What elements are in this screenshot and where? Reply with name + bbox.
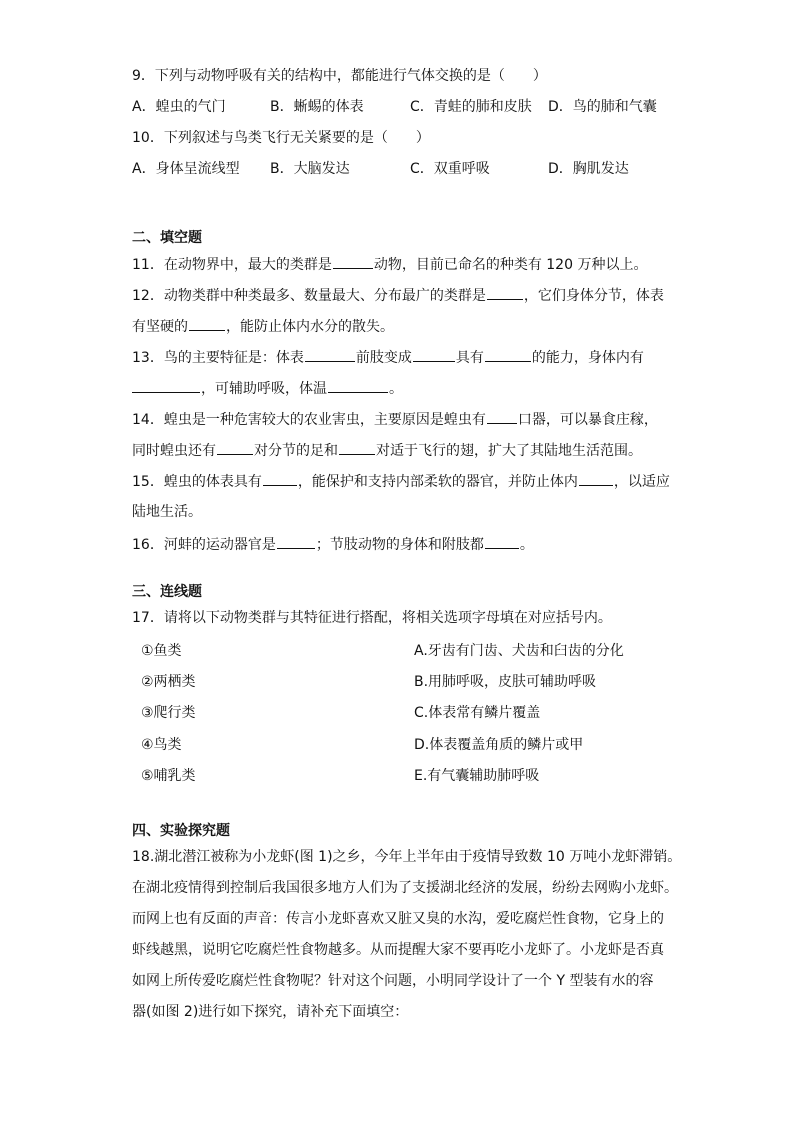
answer-blank bbox=[413, 347, 455, 362]
answer-blank bbox=[485, 534, 519, 549]
q14-text-4: 对分节的足和 bbox=[254, 443, 338, 459]
q12-text-3: 有坚硬的 bbox=[132, 319, 188, 335]
question-18-line: 而网上也有反面的声音：传言小龙虾喜欢又脏又臭的水沟，爱吃腐烂性食物，它身上的 bbox=[132, 911, 664, 927]
q16-text-2: ；节肢动物的身体和附肢都 bbox=[315, 537, 484, 553]
answer-blank bbox=[339, 440, 375, 455]
q11-text-2: 动物，目前已命名的种类有 120 万种以上。 bbox=[373, 257, 648, 273]
section-title-fill-in: 二、填空题 bbox=[132, 230, 202, 246]
match-left-item: ④鸟类 bbox=[141, 737, 182, 753]
answer-blank bbox=[132, 378, 200, 393]
section-title-experiment: 四、实验探究题 bbox=[132, 823, 230, 839]
option-a: A．身体呈流线型 bbox=[132, 161, 240, 177]
q13-text-2: 前肢变成 bbox=[355, 350, 412, 366]
question-9-stem: 9．下列与动物呼吸有关的结构中，都能进行气体交换的是（ ） bbox=[132, 68, 547, 84]
question-12-line-1 bbox=[132, 285, 664, 306]
q14-text-5: 对适于飞行的翅，扩大了其陆地生活范围。 bbox=[376, 443, 642, 459]
question-10-stem: 10．下列叙述与鸟类飞行无关紧要的是（ ） bbox=[132, 130, 430, 146]
question-10-options bbox=[132, 159, 692, 179]
q12-text-1: 12．动物类群中种类最多、数量最大、分布最广的类群是 bbox=[132, 288, 486, 304]
question-15-line-2: 陆地生活。 bbox=[132, 504, 202, 520]
option-b: B．蜥蜴的体表 bbox=[270, 99, 364, 115]
match-left-item: ⑤哺乳类 bbox=[141, 768, 196, 784]
question-18-line: 18.湖北潜江被称为小龙虾(图 1)之乡，今年上半年由于疫情导致数 10 万吨小龙虾滞销。 bbox=[132, 849, 682, 865]
q13-text-4: 的能力，身体内有 bbox=[531, 350, 644, 366]
match-right-item: B.用肺呼吸，皮肤可辅助呼吸 bbox=[414, 674, 597, 690]
answer-blank bbox=[263, 471, 297, 486]
answer-blank bbox=[485, 347, 531, 362]
question-13-line-1 bbox=[132, 347, 644, 368]
section-title-matching: 三、连线题 bbox=[132, 584, 202, 600]
question-18-line: 如网上所传爱吃腐烂性食物呢？针对这个问题，小明同学设计了一个 Y 型装有水的容 bbox=[132, 973, 654, 989]
answer-blank bbox=[487, 285, 523, 300]
answer-blank bbox=[487, 409, 517, 424]
q13-text-3: 具有 bbox=[455, 350, 484, 366]
question-14-line-2 bbox=[132, 440, 642, 461]
option-b: B．大脑发达 bbox=[270, 161, 350, 177]
answer-blank bbox=[328, 378, 388, 393]
q13-text-6: 。 bbox=[389, 381, 403, 397]
option-c: C．双重呼吸 bbox=[410, 161, 490, 177]
q13-text-1: 13．鸟的主要特征是：体表 bbox=[132, 350, 304, 366]
answer-blank bbox=[305, 347, 355, 362]
question-12-line-2 bbox=[132, 316, 394, 337]
question-17-stem: 17．请将以下动物类群与其特征进行搭配，将相关选项字母填在对应括号内。 bbox=[132, 610, 612, 626]
q15-text-2: ，能保护和支持内部柔软的器官，并防止体内 bbox=[297, 474, 578, 490]
match-right-item: D.体表覆盖角质的鳞片或甲 bbox=[414, 737, 584, 753]
answer-blank bbox=[579, 471, 613, 486]
q13-text-5: ，可辅助呼吸，体温 bbox=[201, 381, 327, 397]
option-d: D．胸肌发达 bbox=[548, 161, 629, 177]
option-a: A．蝗虫的气门 bbox=[132, 99, 226, 115]
option-d: D．鸟的肺和气囊 bbox=[548, 99, 657, 115]
q12-text-2: ，它们身体分节，体表 bbox=[523, 288, 664, 304]
q12-text-4: ，能防止体内水分的散失。 bbox=[226, 319, 394, 335]
q16-text-3: 。 bbox=[519, 537, 534, 553]
question-15-line-1 bbox=[132, 471, 670, 492]
match-left-item: ②两栖类 bbox=[141, 674, 196, 690]
match-right-item: C.体表常有鳞片覆盖 bbox=[414, 705, 541, 721]
question-18-line: 在湖北疫情得到控制后我国很多地方人们为了支援湖北经济的发展，纷纷去网购小龙虾。 bbox=[132, 880, 678, 896]
q16-text-1: 16．河蚌的运动器官是 bbox=[132, 537, 276, 553]
answer-blank bbox=[277, 534, 315, 549]
question-13-line-2 bbox=[132, 378, 403, 399]
answer-blank bbox=[333, 254, 373, 269]
match-right-item: A.牙齿有门齿、犬齿和臼齿的分化 bbox=[414, 643, 624, 659]
match-left-item: ③爬行类 bbox=[141, 705, 196, 721]
match-right-item: E.有气囊辅助肺呼吸 bbox=[414, 768, 540, 784]
question-11 bbox=[132, 254, 647, 275]
match-left-item: ①鱼类 bbox=[141, 643, 182, 659]
q15-text-3: ，以适应 bbox=[613, 474, 670, 490]
answer-blank bbox=[189, 316, 225, 331]
question-16 bbox=[132, 534, 534, 555]
option-c: C．青蛙的肺和皮肤 bbox=[410, 99, 532, 115]
question-14-line-1 bbox=[132, 409, 658, 430]
question-18-line: 虾线越黑，说明它吃腐烂性食物越多。从而提醒大家不要再吃小龙虾了。小龙虾是否真 bbox=[132, 942, 664, 958]
q14-text-1: 14．蝗虫是一种危害较大的农业害虫，主要原因是蝗虫有 bbox=[132, 412, 486, 428]
answer-blank bbox=[217, 440, 253, 455]
q14-text-3: 同时蝗虫还有 bbox=[132, 443, 216, 459]
q14-text-2: 口器，可以暴食庄稼， bbox=[517, 412, 658, 428]
question-9-options bbox=[132, 97, 692, 117]
question-18-line: 器(如图 2)进行如下探究，请补充下面填空： bbox=[132, 1004, 409, 1020]
q15-text-1: 15．蝗虫的体表具有 bbox=[132, 474, 262, 490]
q11-text-1: 11．在动物界中，最大的类群是 bbox=[132, 257, 332, 273]
